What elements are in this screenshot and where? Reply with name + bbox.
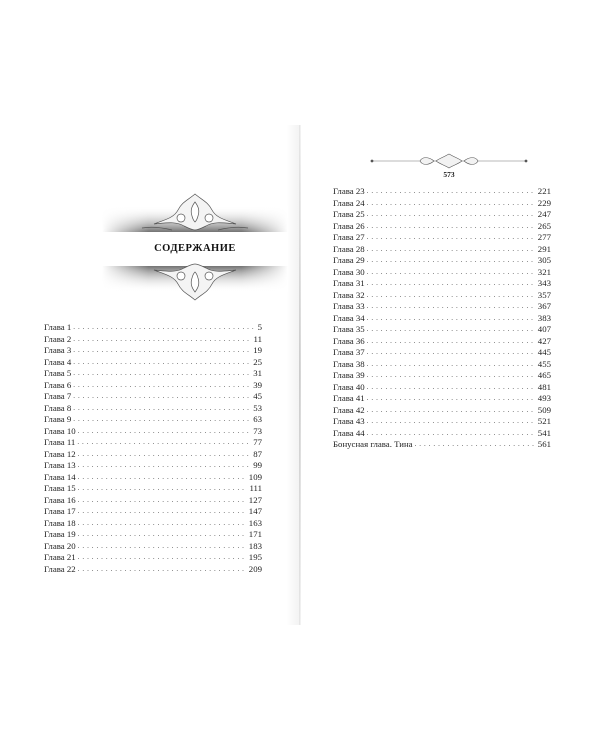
toc-entry-label: Глава 19 bbox=[44, 529, 76, 539]
toc-entry-page: 465 bbox=[537, 370, 551, 380]
toc-entry-page: 31 bbox=[253, 368, 262, 378]
toc-entry-page: 171 bbox=[248, 529, 262, 539]
toc-entry-label: Глава 28 bbox=[333, 243, 365, 254]
toc-entry-page: 63 bbox=[253, 414, 262, 424]
toc-entry-label: Глава 32 bbox=[333, 289, 365, 300]
toc-entry-page: 481 bbox=[537, 381, 551, 392]
header-flourish-icon bbox=[368, 152, 530, 170]
toc-entry-page: 53 bbox=[253, 402, 262, 413]
toc-entry-label: Глава 33 bbox=[333, 301, 365, 311]
toc-entry-page: 541 bbox=[537, 427, 551, 438]
toc-entry-page: 493 bbox=[537, 393, 551, 403]
toc-entry-label: Глава 9 bbox=[44, 414, 72, 424]
toc-list-left bbox=[44, 322, 262, 575]
toc-entry-label: Глава 17 bbox=[44, 506, 76, 516]
toc-entry-label: Глава 2 bbox=[44, 333, 72, 344]
toc-entry-label: Глава 44 bbox=[333, 427, 365, 438]
toc-entry-label: Глава 14 bbox=[44, 471, 76, 482]
toc-entry-label: Глава 42 bbox=[333, 404, 365, 415]
toc-entry-page: 357 bbox=[537, 289, 551, 300]
toc-entry-label: Глава 10 bbox=[44, 425, 76, 436]
toc-entry-page: 163 bbox=[248, 517, 262, 528]
toc-entry-page: 25 bbox=[253, 356, 262, 367]
toc-entry-page: 39 bbox=[253, 379, 262, 390]
toc-entry-page: 195 bbox=[248, 552, 262, 562]
toc-entry-label: Глава 34 bbox=[333, 312, 365, 323]
toc-entry-page: 73 bbox=[253, 425, 262, 436]
toc-entry-page: 87 bbox=[253, 448, 262, 459]
toc-entry-label: Глава 43 bbox=[333, 416, 365, 426]
toc-entry-label: Глава 37 bbox=[333, 347, 365, 357]
toc-entry-label: Глава 12 bbox=[44, 448, 76, 459]
toc-entry-label: Глава 29 bbox=[333, 255, 365, 265]
toc-entry-page: 407 bbox=[537, 324, 551, 334]
toc-entry-label: Глава 39 bbox=[333, 370, 365, 380]
page-number: 573 bbox=[443, 170, 455, 179]
toc-list-right bbox=[333, 186, 551, 451]
toc-entry-label: Глава 30 bbox=[333, 266, 365, 277]
toc-entry-label: Глава 16 bbox=[44, 494, 76, 505]
toc-entry-label: Глава 41 bbox=[333, 393, 365, 403]
toc-entry-label: Глава 36 bbox=[333, 335, 365, 346]
toc-entry-label: Глава 4 bbox=[44, 356, 72, 367]
toc-entry-label: Глава 22 bbox=[44, 563, 76, 574]
toc-entry-label: Глава 18 bbox=[44, 517, 76, 528]
toc-entry-page: 111 bbox=[249, 483, 262, 493]
toc-entry-page: 221 bbox=[537, 186, 551, 196]
toc-entry-page: 445 bbox=[537, 347, 551, 357]
toc-entry-page: 5 bbox=[257, 322, 262, 332]
toc-entry-label: Глава 25 bbox=[333, 209, 365, 219]
toc-entry-page: 367 bbox=[537, 301, 551, 311]
toc-entry-page: 291 bbox=[537, 243, 551, 254]
toc-entry-page: 99 bbox=[253, 460, 262, 470]
page-gutter-shadow bbox=[286, 125, 300, 625]
toc-leader-dots bbox=[415, 438, 536, 451]
toc-entry-page: 305 bbox=[537, 255, 551, 265]
toc-entry-label: Глава 40 bbox=[333, 381, 365, 392]
toc-entry-page: 427 bbox=[537, 335, 551, 346]
toc-entry-label: Глава 26 bbox=[333, 220, 365, 231]
toc-entry-page: 229 bbox=[537, 197, 551, 208]
toc-entry-page: 147 bbox=[248, 506, 262, 516]
toc-entry-label: Глава 1 bbox=[44, 322, 72, 332]
toc-entry-page: 321 bbox=[537, 266, 551, 277]
toc-entry-page: 109 bbox=[248, 471, 262, 482]
toc-entry-page: 561 bbox=[537, 439, 551, 449]
toc-entry-label: Глава 6 bbox=[44, 379, 72, 390]
toc-entry-label: Глава 3 bbox=[44, 345, 72, 355]
toc-entry-label: Глава 20 bbox=[44, 540, 76, 551]
toc-entry-page: 265 bbox=[537, 220, 551, 231]
toc-entry-label: Глава 35 bbox=[333, 324, 365, 334]
toc-entry-label: Бонусная глава. Тина bbox=[333, 439, 413, 449]
toc-entry-label: Глава 8 bbox=[44, 402, 72, 413]
toc-entry-page: 77 bbox=[253, 437, 262, 447]
toc-entry-label: Глава 5 bbox=[44, 368, 72, 378]
toc-entry-label: Глава 11 bbox=[44, 437, 76, 447]
toc-entry bbox=[333, 439, 551, 451]
toc-entry-page: 455 bbox=[537, 358, 551, 369]
toc-leader-dots bbox=[78, 563, 247, 576]
toc-entry-label: Глава 23 bbox=[333, 186, 365, 196]
toc-entry bbox=[44, 564, 262, 576]
toc-entry-label: Глава 21 bbox=[44, 552, 76, 562]
toc-entry-label: Глава 27 bbox=[333, 232, 365, 242]
toc-entry-label: Глава 31 bbox=[333, 278, 365, 288]
toc-entry-label: Глава 7 bbox=[44, 391, 72, 401]
toc-entry-page: 11 bbox=[253, 333, 262, 344]
toc-entry-page: 183 bbox=[248, 540, 262, 551]
toc-entry-page: 509 bbox=[537, 404, 551, 415]
page-gutter bbox=[299, 125, 301, 625]
toc-entry-page: 19 bbox=[253, 345, 262, 355]
toc-entry-page: 383 bbox=[537, 312, 551, 323]
toc-entry-page: 521 bbox=[537, 416, 551, 426]
toc-title-block bbox=[102, 188, 288, 306]
toc-entry-label: Глава 38 bbox=[333, 358, 365, 369]
toc-title: СОДЕРЖАНИЕ bbox=[154, 243, 236, 254]
toc-entry-label: Глава 13 bbox=[44, 460, 76, 470]
toc-entry-page: 127 bbox=[248, 494, 262, 505]
toc-entry-page: 45 bbox=[253, 391, 262, 401]
toc-entry-label: Глава 24 bbox=[333, 197, 365, 208]
toc-entry-page: 247 bbox=[537, 209, 551, 219]
toc-entry-page: 209 bbox=[248, 563, 262, 574]
toc-entry-page: 277 bbox=[537, 232, 551, 242]
toc-entry-label: Глава 15 bbox=[44, 483, 76, 493]
toc-entry-page: 343 bbox=[537, 278, 551, 288]
